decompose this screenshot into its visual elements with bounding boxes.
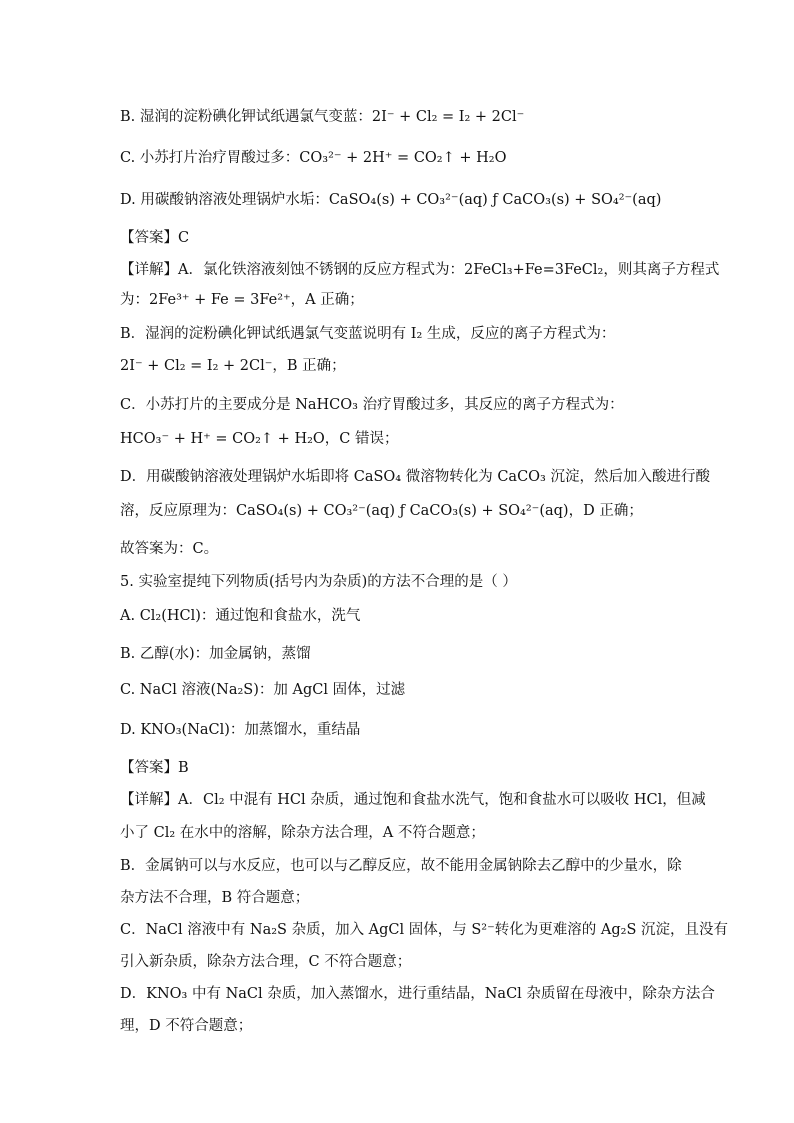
explanation-line: 2I⁻ + Cl₂ = I₂ + 2Cl⁻，B 正确； [120,358,346,374]
explanation-line: 【详解】A．Cl₂ 中混有 HCl 杂质，通过饱和食盐水洗气，饱和食盐水可以吸收 HCl，但减 [120,792,706,808]
explanation-line: B．湿润的淀粉碘化钾试纸遇氯气变蓝说明有 I₂ 生成，反应的离子方程式为： [120,326,616,342]
question-5-option-b: B. 乙醇(水)：加金属钠，蒸馏 [120,646,311,662]
explanation-line: C．小苏打片的主要成分是 NaHCO₃ 治疗胃酸过多，其反应的离子方程式为： [120,397,624,413]
question-5-option-a: A. Cl₂(HCl)：通过饱和食盐水，洗气 [120,608,361,624]
explanation-line: 杂方法不合理，B 符合题意； [120,890,310,906]
answer-line: 【答案】C [120,230,190,246]
explanation-line: 【详解】A．氯化铁溶液刻蚀不锈钢的反应方程式为：2FeCl₃+Fe=3FeCl₂，则其离子方程式 [120,262,720,278]
option-d-statement: D. 用碳酸钠溶液处理锅炉水垢：CaSO₄(s) + CO₃²⁻(aq) ƒ CaCO₃(s) + SO₄²⁻(aq) [120,192,662,208]
question-5-option-d: D. KNO₃(NaCl)：加蒸馏水，重结晶 [120,722,361,738]
explanation-line: 溶，反应原理为：CaSO₄(s) + CO₃²⁻(aq) ƒ CaCO₃(s) + SO₄²⁻(aq)，D 正确； [120,503,643,519]
explanation-line: 为：2Fe³⁺ + Fe = 3Fe²⁺，A 正确； [120,292,364,308]
option-b-statement: B. 湿润的淀粉碘化钾试纸遇氯气变蓝：2I⁻ + Cl₂ = I₂ + 2Cl⁻ [120,109,525,125]
explanation-line: D．KNO₃ 中有 NaCl 杂质，加入蒸馏水，进行重结晶，NaCl 杂质留在母液中，除杂方法合 [120,986,715,1002]
option-c-statement: C. 小苏打片治疗胃酸过多：CO₃²⁻ + 2H⁺ = CO₂↑ + H₂O [120,150,507,166]
question-5-option-c: C. NaCl 溶液(Na₂S)：加 AgCl 固体，过滤 [120,682,406,698]
explanation-line: C．NaCl 溶液中有 Na₂S 杂质，加入 AgCl 固体，与 S²⁻转化为更难溶的 Ag₂S 沉淀，且没有 [120,922,728,938]
question-5-stem: 5. 实验室提纯下列物质(括号内为杂质)的方法不合理的是（ ） [120,574,517,590]
explanation-line: 小了 Cl₂ 在水中的溶解，除杂方法合理，A 不符合题意； [120,825,485,841]
explanation-line: 引入新杂质，除杂方法合理，C 不符合题意； [120,954,412,970]
explanation-line: D．用碳酸钠溶液处理锅炉水垢即将 CaSO₄ 微溶物转化为 CaCO₃ 沉淀，然后加入酸进行酸 [120,469,710,485]
answer-line: 【答案】B [120,760,189,776]
explanation-line: 理，D 不符合题意； [120,1018,253,1034]
conclusion-line: 故答案为：C。 [120,541,219,557]
explanation-line: HCO₃⁻ + H⁺ = CO₂↑ + H₂O，C 错误； [120,431,399,447]
explanation-line: B．金属钠可以与水反应，也可以与乙醇反应，故不能用金属钠除去乙醇中的少量水，除 [120,858,682,874]
